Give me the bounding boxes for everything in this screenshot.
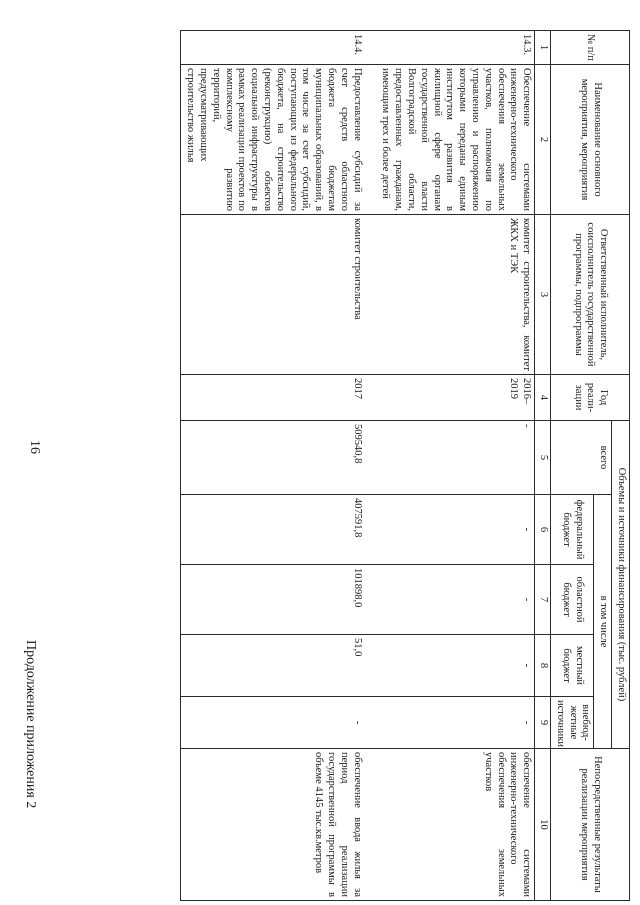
continuation-label: Продолжение приложения 2 — [23, 640, 38, 809]
header-federal: федеральный бюджет — [551, 495, 594, 565]
header-executor: Ответственный исполнитель, соисполнитель государственной программы, подпрограммы — [551, 215, 630, 375]
column-number: 7 — [535, 565, 551, 635]
column-number: 8 — [535, 635, 551, 697]
row-executor: комитет строительства — [181, 215, 377, 375]
table-row — [181, 31, 377, 901]
row-number: 14.3. — [377, 31, 535, 65]
header-local: местный бюджет — [551, 635, 594, 697]
row-extra: - — [377, 697, 535, 749]
row-name: Обеспечение системами инженерно-технического обеспечения земельных участков, полномочия по управлению и распоряжению которыми переданы единым институтом развития в жилищной сфере органам государственной власти Волгоградской области, предоставленных гражданам, имеющим трех и более детей — [377, 65, 535, 215]
header-year: Год реали-зации — [551, 375, 630, 421]
header-name: Наименование основного мероприятия, мероприятия — [551, 65, 630, 215]
row-total: - — [377, 421, 535, 495]
header-including: в том числе — [594, 495, 612, 749]
row-extra: - — [181, 697, 377, 749]
header-results: Непосредственные результаты реализации мероприятия — [551, 749, 630, 901]
column-number: 6 — [535, 495, 551, 565]
column-number: 1 — [535, 31, 551, 65]
row-number: 14.4. — [181, 31, 377, 65]
row-regional: 101898,0 — [181, 565, 377, 635]
header-no: № п/п — [551, 31, 630, 65]
financing-table — [181, 30, 631, 901]
row-local: - — [377, 635, 535, 697]
header-regional: областной бюджет — [551, 565, 594, 635]
column-number: 2 — [535, 65, 551, 215]
column-number: 4 — [535, 375, 551, 421]
column-number: 10 — [535, 749, 551, 901]
row-regional: - — [377, 565, 535, 635]
table-row — [377, 31, 535, 901]
row-federal: 407591,8 — [181, 495, 377, 565]
row-result: обеспечение ввода жилья за период реализации государственной программы в объеме 4145 тыс.кв.метров — [181, 749, 377, 901]
row-year: 2016–2019 — [377, 375, 535, 421]
column-number: 9 — [535, 697, 551, 749]
row-name: Предоставление субсидий за счет средств областного бюджета бюджетам муниципальных образований, в том числе за счет субсидий, поступающих из федерального бюджета, на строительство (реконструкцию) объектов социальной инфраструктуры в рамках реализации проектов по комплексному развитию территорий, предусматривающих строительство жилья — [181, 65, 377, 215]
column-number: 3 — [535, 215, 551, 375]
page-number: 16 — [27, 440, 42, 454]
row-federal: - — [377, 495, 535, 565]
row-result: обеспечение системами инженерно-технического обеспечения земельных участков — [377, 749, 535, 901]
header-total: всего — [551, 421, 612, 495]
column-number: 5 — [535, 421, 551, 495]
row-local: 51,0 — [181, 635, 377, 697]
row-year: 2017 — [181, 375, 377, 421]
row-executor: комитет строительства, комитет ЖКХ и ТЭК — [377, 215, 535, 375]
header-extra: внебюд-жетные источники — [551, 697, 594, 749]
header-financing: Объемы и источники финансирования (тыс. рублей) — [612, 421, 630, 749]
row-total: 509540,8 — [181, 421, 377, 495]
